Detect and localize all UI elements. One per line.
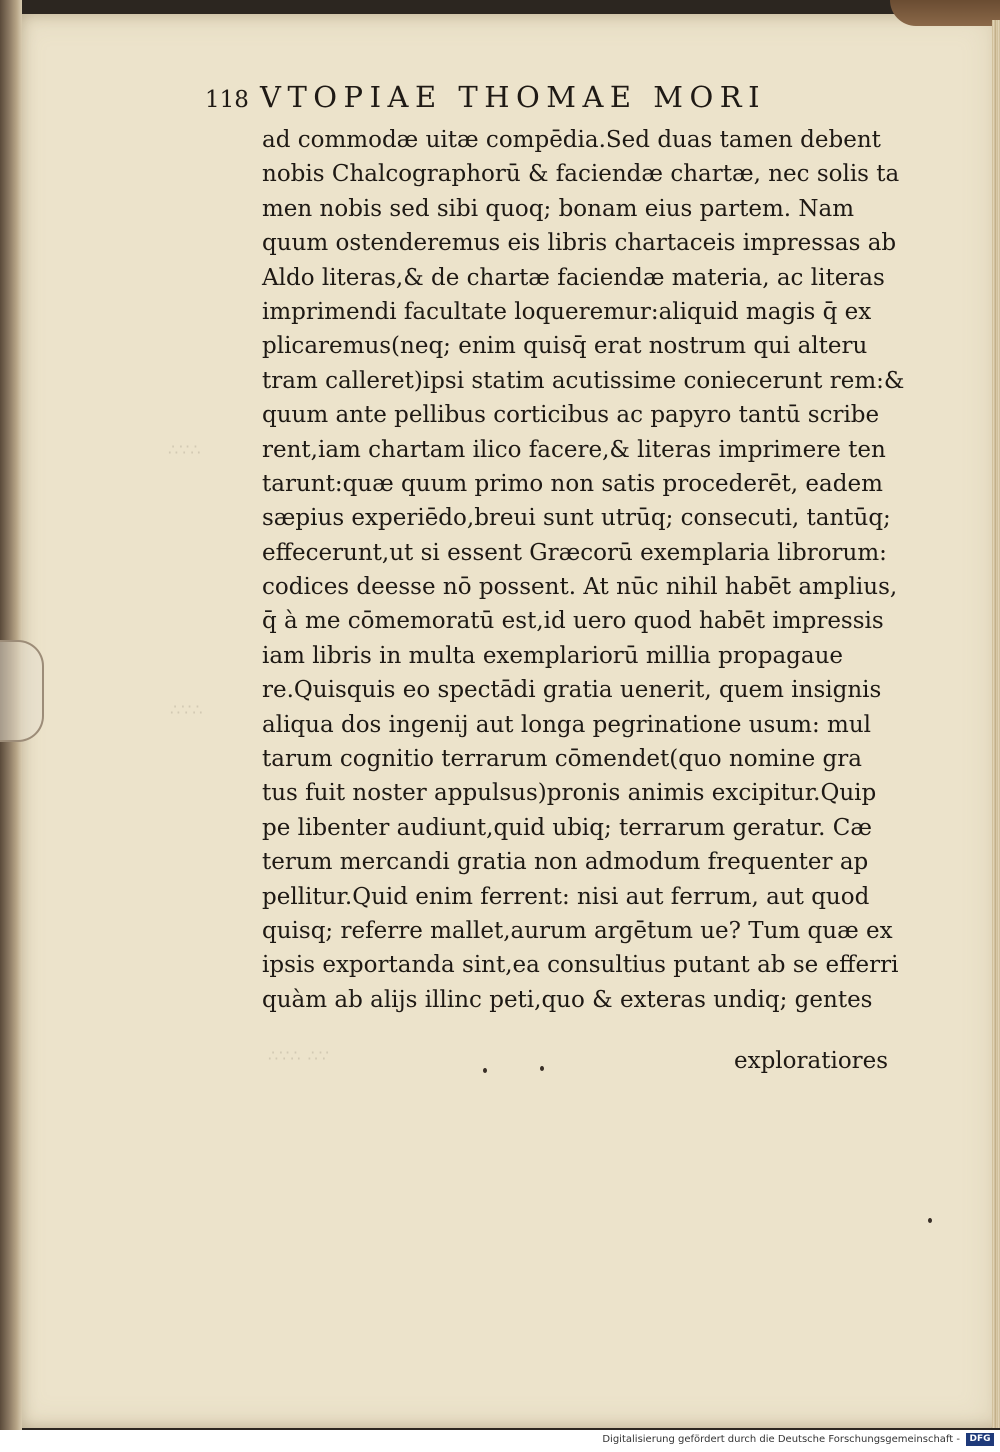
- text-line: terum mercandi gratia non admodum frequenter ap: [262, 849, 869, 876]
- text-line: iam libris in multa exemplariorū millia propagaue: [262, 642, 844, 669]
- bleed-through-mark: ∴∵∴: [168, 440, 202, 459]
- body-text: [262, 123, 907, 1017]
- bleed-through-mark: ∴∵∴: [170, 700, 204, 719]
- digitization-credit: Digitalisierung gefördert durch die Deutsche Forschungsgemeinschaft -: [602, 1434, 960, 1445]
- text-line: tarum cognitio terrarum cōmendet(quo nomine gra: [262, 746, 862, 773]
- text-line: rent,iam chartam ilico facere,& literas imprimere ten: [262, 436, 886, 463]
- text-line: q̄ à me cōmemoratū est,id uero quod habēt impressis: [262, 608, 884, 635]
- text-line: codices deesse nō possent. At nūc nihil habēt amplius,: [262, 574, 898, 601]
- running-header: [205, 80, 875, 114]
- text-line: ad commodæ uitæ compēdia.Sed duas tamen debent: [262, 127, 881, 153]
- ink-speck: [540, 1066, 544, 1071]
- text-line: quum ante pellibus corticibus ac papyro tantū scribe: [262, 402, 880, 429]
- text-line: men nobis sed sibi quoq; bonam eius partem. Nam: [262, 195, 855, 222]
- text-line: sæpius experiēdo,breui sunt utrūq; consecuti, tantūq;: [262, 505, 891, 532]
- ink-speck: [483, 1068, 487, 1073]
- text-line: nobis Chalcographorū & faciendæ chartæ, nec solis ta: [262, 161, 900, 188]
- text-line: quisq; referre mallet,aurum argētum ue? Tum quæ ex: [262, 917, 893, 944]
- text-line: quum ostenderemus eis libris chartaceis impressas ab: [262, 230, 897, 257]
- text-line: ipsis exportanda sint,ea consultius putant ab se efferri: [262, 952, 899, 979]
- dfg-logo: DFG: [966, 1433, 994, 1446]
- text-line: plicaremus(neq; enim quisq̄ erat nostrum qui alteru: [262, 333, 868, 360]
- text-line: tus fuit noster appulsus)pronis animis excipitur.Quip: [262, 780, 877, 807]
- text-line: re.Quisquis eo spectādi gratia uenerit, quem insignis: [262, 677, 882, 704]
- text-line: imprimendi facultate loqueremur:aliquid magis q̄ ex: [262, 298, 872, 325]
- text-line: quàm ab alijs illinc peti,quo & exteras undiq; gentes: [262, 986, 873, 1013]
- page-number: 118: [205, 87, 249, 113]
- book-cover-corner: [890, 0, 1000, 26]
- text-line: tram calleret)ipsi statim acutissime coniecerunt rem:&: [262, 367, 905, 394]
- text-line: aliqua dos ingenij aut longa pegrinatione usum: mul: [262, 711, 872, 738]
- text-line: tarunt:quæ quum primo non satis procederēt, eadem: [262, 470, 883, 497]
- page-edges: [992, 20, 1000, 1428]
- page-clip: [0, 640, 44, 742]
- running-title: VTOPIAE THOMAE MORI: [260, 80, 767, 114]
- text-line: pe libenter audiunt,quid ubiq; terrarum geratur. Cæ: [262, 814, 872, 841]
- text-line: effecerunt,ut si essent Græcorū exemplaria librorum:: [262, 539, 887, 566]
- text-line: Aldo literas,& de chartæ faciendæ materia, ac literas: [262, 264, 885, 291]
- ink-speck: [928, 1218, 932, 1223]
- catchword: exploratiores: [734, 1048, 889, 1074]
- text-line: pellitur.Quid enim ferrent: nisi aut ferrum, aut quod: [262, 883, 870, 910]
- bleed-through-mark: ∴∵∴ ∴∵: [268, 1046, 330, 1065]
